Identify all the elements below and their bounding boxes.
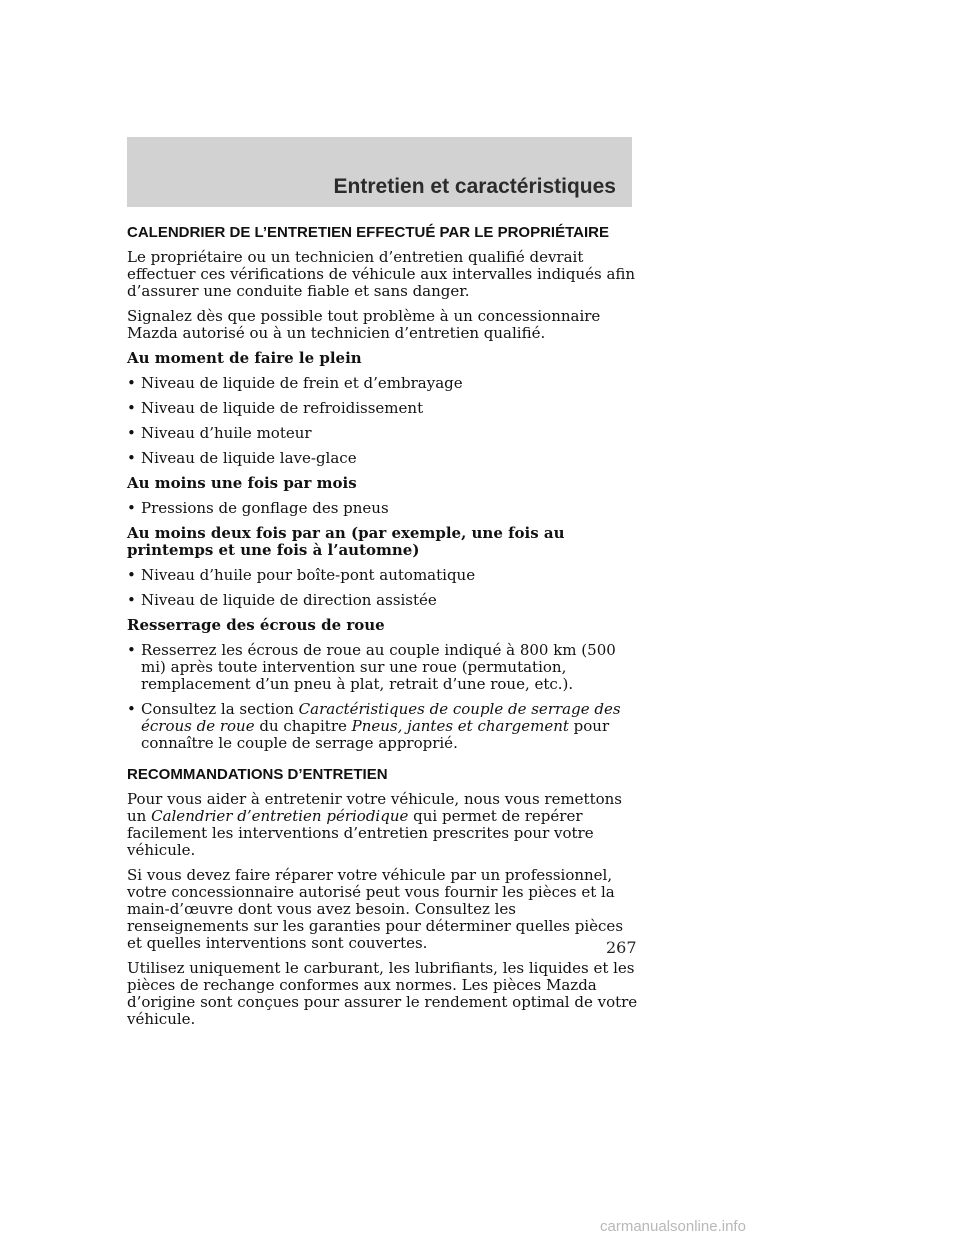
cross-reference-schedule: Calendrier d’entretien périodique	[151, 807, 409, 825]
checklist-monthly	[127, 500, 642, 517]
section-heading-owner-maintenance: CALENDRIER DE L’ENTRETIEN EFFECTUÉ PAR LE PROPRIÉTAIRE	[127, 224, 609, 241]
bullet-icon: •	[127, 700, 136, 718]
list-item: • Niveau de liquide de direction assistée	[127, 591, 437, 609]
paragraph: Le propriétaire ou un technicien d’entretien qualifié devrait effectuer ces vérifications de véhicule aux intervalles indiqués afin d’assurer une conduite fiable et sans danger.	[127, 248, 636, 300]
chapter-title: Entretien et caractéristiques	[333, 175, 616, 198]
bullet-icon: •	[127, 591, 136, 609]
cross-reference-section: Caractéristiques de couple de serrage des écrous de roue	[141, 700, 621, 735]
list-item: • Niveau de liquide de refroidissement	[127, 399, 424, 417]
bullet-icon: •	[127, 499, 136, 517]
bullet-icon: •	[127, 449, 136, 467]
section-heading-recommendations: RECOMMANDATIONS D’ENTRETIEN	[127, 766, 388, 783]
list-item: • Niveau de liquide de frein et d’embrayage	[127, 374, 463, 392]
bullet-icon: •	[127, 641, 136, 659]
cross-reference-chapter: Pneus, jantes et chargement	[351, 717, 569, 735]
list-item: • Niveau de liquide lave-glace	[127, 449, 357, 467]
list-item: • Pressions de gonflage des pneus	[127, 499, 389, 517]
page-number: 267	[606, 938, 637, 957]
subheading-monthly: Au moins une fois par mois	[127, 474, 357, 492]
watermark: carmanualsonline.info	[600, 1218, 746, 1235]
subheading-refuel: Au moment de faire le plein	[127, 349, 362, 367]
bullet-icon: •	[127, 374, 136, 392]
paragraph: Utilisez uniquement le carburant, les lubrifiants, les liquides et les pièces de rechange conformes aux normes. Les pièces Mazda d’origine sont conçues pour assurer le rendement optimal de votre véhicule.	[127, 959, 638, 1028]
list-item: • Resserrez les écrous de roue au couple indiqué à 800 km (500 mi) après toute intervention sur une roue (permutation, remplacement d’un pneu à plat, retrait d’une roue, etc.).	[127, 641, 616, 693]
bullet-icon: •	[127, 399, 136, 417]
page-content	[127, 224, 642, 1036]
checklist-twice-yearly	[127, 567, 642, 609]
paragraph: Signalez dès que possible tout problème à un concessionnaire Mazda autorisé ou à un technicien d’entretien qualifié.	[127, 307, 601, 342]
paragraph: Si vous devez faire réparer votre véhicule par un professionnel, votre concessionnaire autorisé peut vous fournir les pièces et la main-d’œuvre dont vous avez besoin. Consultez les renseignements sur les garanties pour déterminer quelles pièces et quelles interventions sont couvertes.	[127, 866, 624, 952]
page-header-band	[127, 137, 632, 207]
bullet-icon: •	[127, 424, 136, 442]
subheading-twice-yearly: Au moins deux fois par an (par exemple, une fois au printemps et une fois à l’automne)	[127, 524, 565, 559]
checklist-wheel-nuts	[127, 642, 642, 752]
subheading-wheel-nuts: Resserrage des écrous de roue	[127, 616, 385, 634]
list-item: • Niveau d’huile moteur	[127, 424, 312, 442]
list-item: • Consultez la section Caractéristiques de couple de serrage des écrous de roue du chapitre Pneus, jantes et chargement pour connaître le couple de serrage approprié.	[127, 700, 621, 752]
bullet-icon: •	[127, 566, 136, 584]
checklist-refuel	[127, 375, 642, 467]
list-item: • Niveau d’huile pour boîte-pont automatique	[127, 566, 476, 584]
paragraph: Pour vous aider à entretenir votre véhicule, nous vous remettons un Calendrier d’entretien périodique qui permet de repérer facilement les interventions d’entretien prescrites pour votre véhicule.	[127, 790, 622, 859]
